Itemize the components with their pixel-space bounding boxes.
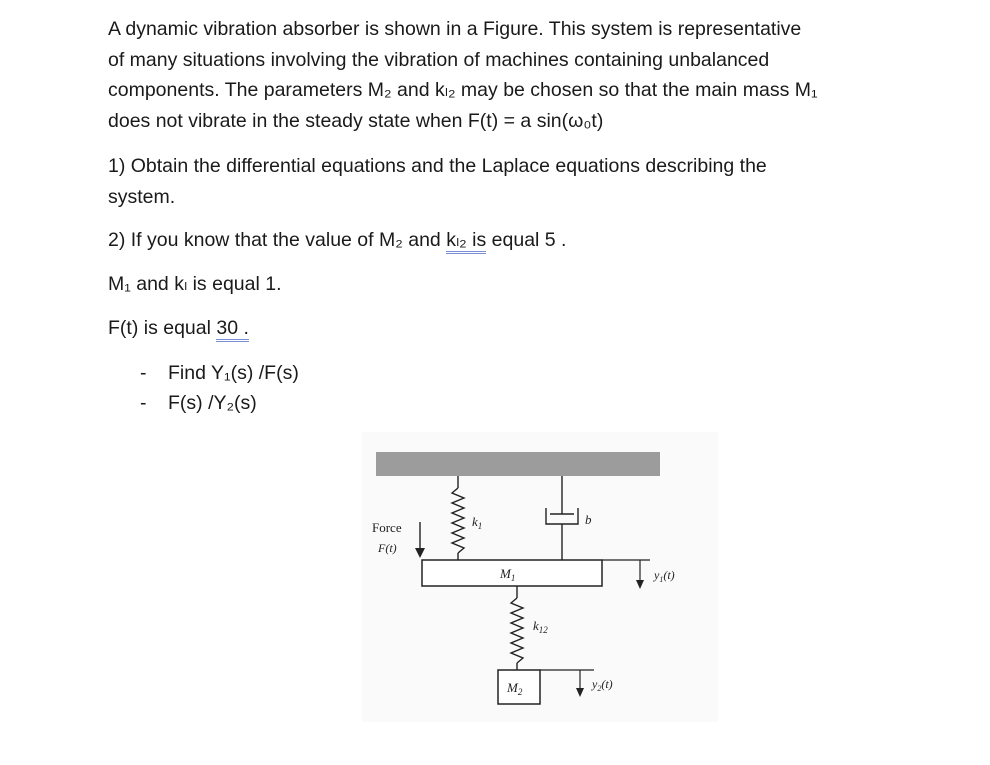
question-1-line-1: 1) Obtain the differential equations and the Laplace equations describing the — [108, 155, 767, 177]
damper-label: b — [585, 512, 592, 527]
question-2 — [108, 225, 908, 256]
bullet-text-1: Find Y₁(s) /F(s) — [168, 362, 299, 384]
m1-statement: M₁ and kₗ is equal 1. — [108, 273, 282, 295]
intro-line-1: A dynamic vibration absorber is shown in a Figure. This system is representative — [108, 18, 802, 40]
intro-line-4: does not vibrate in the steady state when F(t) = a sin(ω₀t) — [108, 109, 604, 132]
force-statement — [108, 313, 908, 344]
bullet-dash-1: - — [140, 362, 147, 384]
question-2-prefix: 2) If you know that the value of M₂ and — [108, 229, 447, 251]
intro-line-3: components. The parameters M₂ and kₗ₂ may be chosen so that the main mass M₁ — [108, 79, 818, 101]
force-label: Force — [372, 520, 402, 535]
question-1-line-2: system. — [108, 185, 176, 208]
k1-label: $k_1$ — [472, 514, 483, 531]
force-symbol: F(t) — [378, 541, 397, 555]
vibration-absorber-figure — [362, 432, 718, 722]
question-2-underlined: kₗ₂ is — [446, 229, 486, 254]
y2-label: $y_2(t)$ — [592, 677, 613, 693]
bullet-item-1 — [140, 358, 299, 388]
bullet-item-2 — [140, 388, 257, 418]
ceiling-support — [376, 452, 660, 476]
bullet-dash-2: - — [140, 392, 147, 414]
m1-label: $M_1$ — [500, 566, 516, 583]
bullet-text-2: F(s) /Y₂(s) — [168, 392, 257, 414]
force-statement-prefix: F(t) is equal — [108, 317, 217, 339]
k12-label: $k_{12}$ — [533, 618, 548, 635]
y1-label: $y_1(t)$ — [654, 568, 675, 584]
force-statement-value: 30 . — [216, 317, 249, 342]
question-2-suffix: equal 5 . — [486, 229, 567, 251]
question-1 — [108, 151, 908, 212]
intro-line-2: of many situations involving the vibration of machines containing unbalanced — [108, 48, 770, 71]
m2-label: $M_2$ — [507, 680, 523, 697]
intro-paragraph — [108, 14, 908, 136]
